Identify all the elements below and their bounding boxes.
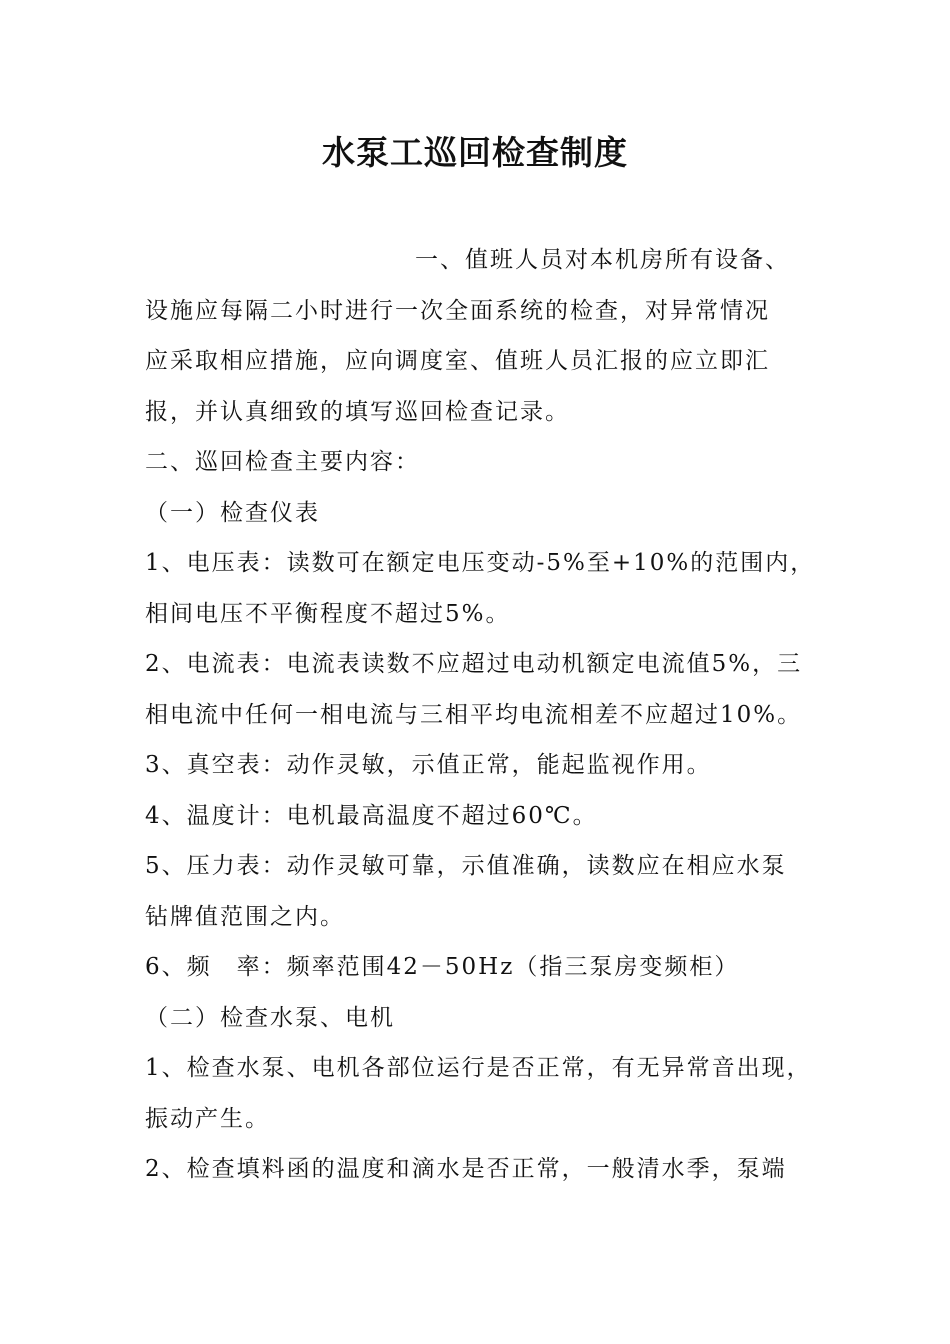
list-item: 3、真空表：动作灵敏，示值正常，能起监视作用。 bbox=[145, 752, 712, 778]
list-item: 1、检查水泵、电机各部位运行是否正常，有无异常音出现， bbox=[145, 1055, 812, 1081]
list-item: 2、电流表：电流表读数不应超过电动机额定电流值5%，三 bbox=[145, 651, 803, 677]
list-item: 6、频 率：频率范围42－50Hz（指三泵房变频柜） bbox=[145, 954, 740, 980]
list-item: 1、电压表：读数可在额定电压变动-5%至+10%的范围内， bbox=[145, 550, 816, 576]
list-item: 2、检查填料函的温度和滴水是否正常，一般清水季，泵端 bbox=[145, 1156, 787, 1182]
paragraph-line: 报，并认真细致的填写巡回检查记录。 bbox=[145, 398, 570, 425]
section-heading: 二、巡回检查主要内容： bbox=[145, 449, 420, 475]
subsection-heading: （一）检查仪表 bbox=[145, 499, 320, 526]
list-item-continuation: 相电流中任何一相电流与三相平均电流相差不应超过10%。 bbox=[145, 701, 803, 728]
list-item-continuation: 振动产生。 bbox=[145, 1105, 270, 1132]
list-item: 5、压力表：动作灵敏可靠，示值准确，读数应在相应水泵 bbox=[145, 853, 787, 879]
list-item: 4、温度计：电机最高温度不超过60℃。 bbox=[145, 802, 598, 829]
list-item-continuation: 相间电压不平衡程度不超过5%。 bbox=[145, 600, 511, 627]
subsection-heading: （二）检查水泵、电机 bbox=[145, 1004, 395, 1031]
paragraph-line: 一、值班人员对本机房所有设备、 bbox=[415, 247, 790, 273]
paragraph-line: 设施应每隔二小时进行一次全面系统的检查，对异常情况 bbox=[145, 297, 770, 324]
document-body bbox=[145, 235, 835, 1195]
list-item-continuation: 钻牌值范围之内。 bbox=[145, 903, 345, 930]
paragraph-line: 应采取相应措施，应向调度室、值班人员汇报的应立即汇 bbox=[145, 348, 770, 374]
document-title: 水泵工巡回检查制度 bbox=[322, 133, 628, 172]
